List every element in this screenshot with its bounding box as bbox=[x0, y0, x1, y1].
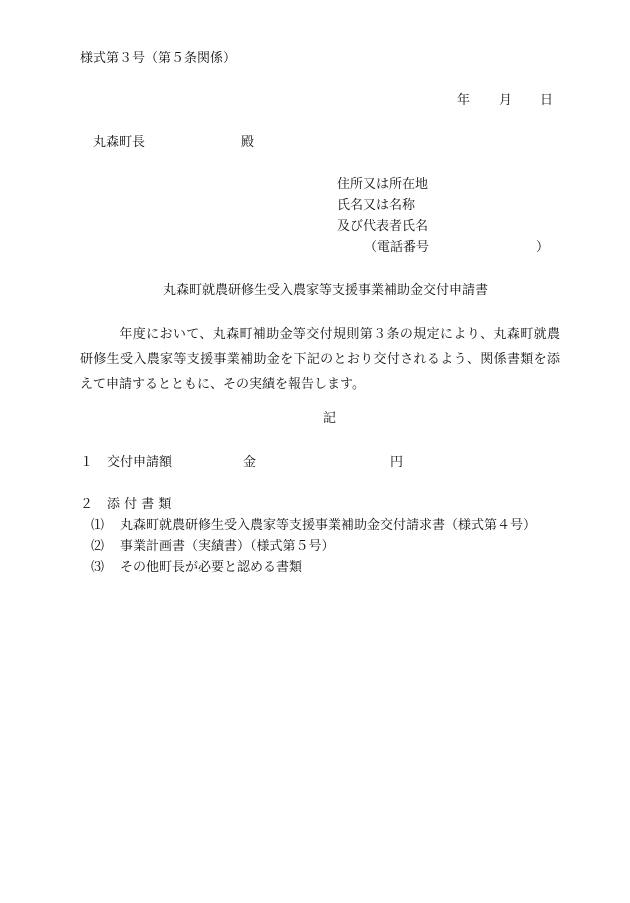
body-paragraph bbox=[80, 322, 560, 397]
section1-yen: 円 bbox=[390, 455, 404, 470]
attachment-item-2: 事業計画書（実績書）（様式第５号） bbox=[120, 539, 335, 554]
section1-label: 交付申請額 bbox=[107, 455, 173, 470]
attachment-number-2: ⑵ bbox=[91, 539, 105, 554]
applicant-phone-label: （電話番号 bbox=[364, 240, 430, 255]
attachment-item-1: 丸森町就農研修生受入農家等支援事業補助金交付請求書（様式第４号） bbox=[120, 518, 537, 533]
date-year-label: 年 bbox=[457, 93, 471, 108]
ki-heading: 記 bbox=[323, 411, 337, 426]
applicant-representative-label: 及び代表者氏名 bbox=[337, 219, 429, 234]
section2-label: 添 付 書 類 bbox=[107, 497, 172, 512]
addressee-name: 丸森町長 bbox=[93, 135, 146, 150]
attachment-number-1: ⑴ bbox=[91, 518, 105, 533]
addressee-honorific: 殿 bbox=[241, 135, 255, 150]
body-line-1: 年度において、丸森町補助金等交付規則第３条の規定により、丸森町就農研 bbox=[80, 327, 560, 367]
section2-number: ２ bbox=[80, 497, 94, 512]
attachment-number-3: ⑶ bbox=[91, 560, 105, 575]
applicant-phone-close: ） bbox=[536, 240, 550, 255]
section1-kin: 金 bbox=[243, 455, 257, 470]
applicant-address-label: 住所又は所在地 bbox=[337, 177, 429, 192]
section1-number: １ bbox=[80, 455, 94, 470]
date-month-label: 月 bbox=[499, 93, 513, 108]
form-number: 様式第３号（第５条関係） bbox=[80, 51, 237, 66]
date-day-label: 日 bbox=[540, 93, 554, 108]
document-title: 丸森町就農研修生受入農家等支援事業補助金交付申請書 bbox=[163, 283, 489, 298]
applicant-name-label: 氏名又は名称 bbox=[337, 198, 416, 213]
attachment-item-3: その他町長が必要と認める書類 bbox=[120, 560, 303, 575]
body-line-3: 申請するとともに、その実績を報告します。 bbox=[106, 377, 365, 392]
body-line-2: 修生受入農家等支援事業補助金を下記のとおり交付されるよう、関係書類を添えて bbox=[80, 352, 560, 392]
